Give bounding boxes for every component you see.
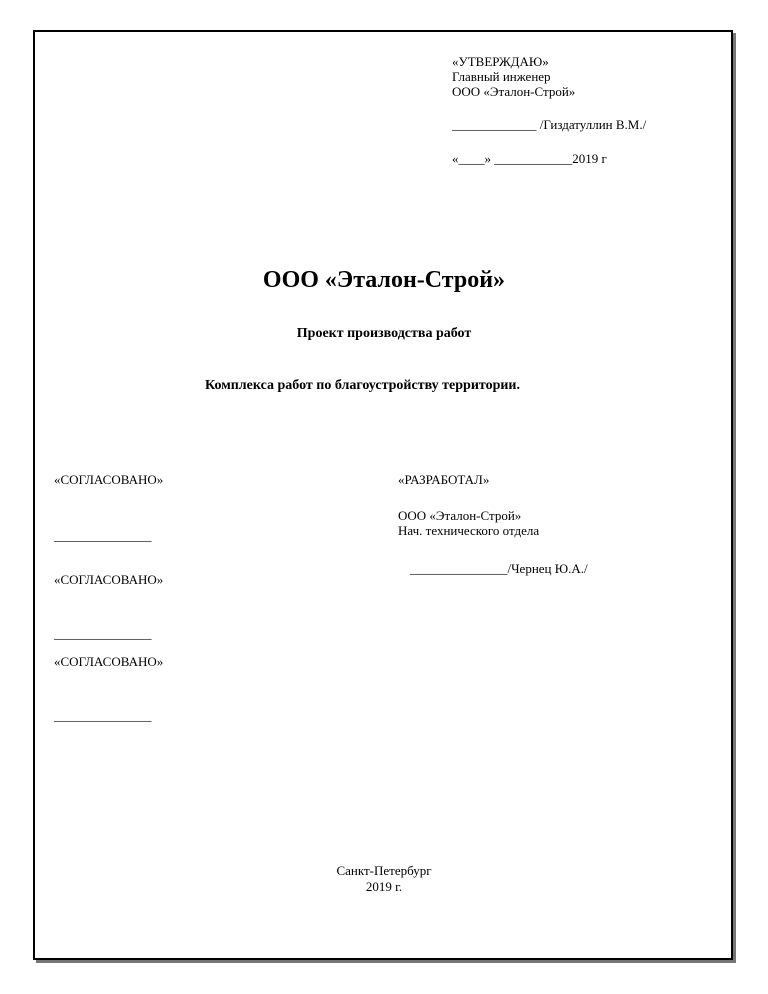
approval-company: ООО «Эталон-Строй»	[452, 84, 576, 99]
footer-city: Санкт-Петербург	[336, 863, 432, 878]
agreed-line-1: _______________	[54, 528, 152, 543]
page-border	[33, 30, 733, 960]
approval-signature: _____________ /Гиздатуллин В.М./	[452, 117, 647, 132]
approval-header: «УТВЕРЖДАЮ»	[452, 54, 549, 69]
approval-position: Главный инженер	[452, 69, 551, 84]
title-project: Проект производства работ	[296, 326, 472, 341]
developed-header: «РАЗРАБОТАЛ»	[398, 472, 490, 487]
developed-position: Нач. технического отдела	[398, 523, 540, 538]
approval-date: «____» ____________2019 г	[452, 151, 607, 166]
agreed-line-2: _______________	[54, 626, 152, 641]
agreed-label-3: «СОГЛАСОВАНО»	[54, 654, 164, 669]
agreed-line-3: _______________	[54, 708, 152, 723]
agreed-label-2: «СОГЛАСОВАНО»	[54, 572, 164, 587]
developed-company: ООО «Эталон-Строй»	[398, 508, 522, 523]
title-subject: Комплекса работ по благоустройству территории.	[205, 378, 520, 393]
title-company: ООО «Эталон-Строй»	[262, 267, 506, 293]
agreed-label-1: «СОГЛАСОВАНО»	[54, 472, 164, 487]
footer-year: 2019 г.	[365, 879, 403, 894]
developed-signature: _______________/Чернец Ю.А./	[410, 561, 588, 576]
